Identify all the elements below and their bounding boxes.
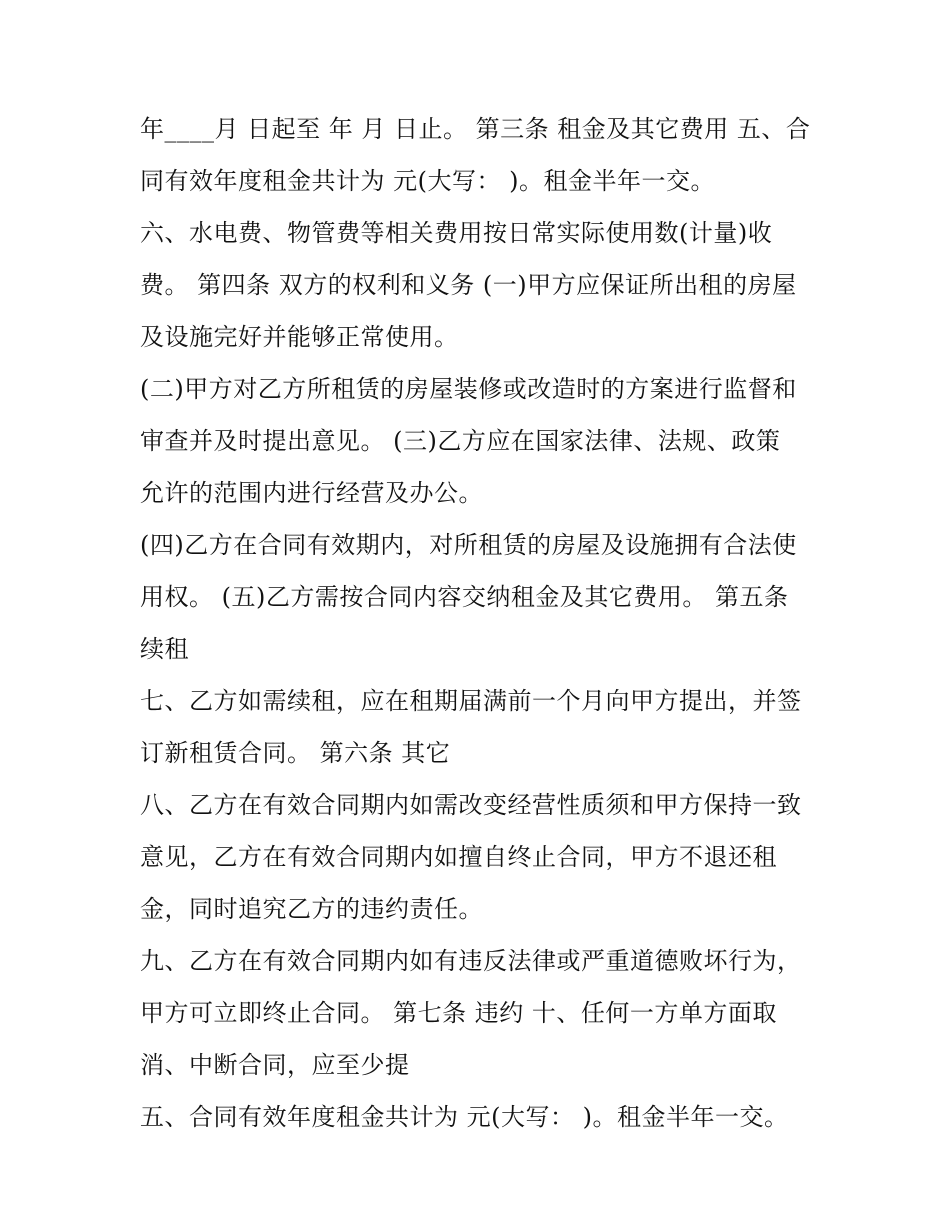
contract-text [140, 103, 820, 1143]
text-line: 意见，乙方在有效合同期内如擅自终止合同，甲方不退还租 [140, 843, 777, 871]
text-line: 甲方可立即终止合同。 第七条 违约 十、任何一方单方面取 [140, 999, 777, 1027]
text-line: 用权。 (五)乙方需按合同内容交纳租金及其它费用。 第五条 [140, 583, 789, 611]
text-line: (二)甲方对乙方所租赁的房屋装修或改造时的方案进行监督和 [140, 375, 797, 403]
text-line: 允许的范围内进行经营及办公。 [140, 479, 483, 507]
text-line: 六、水电费、物管费等相关费用按日常实际使用数(计量)收 [140, 219, 773, 247]
text-line: 八、乙方在有效合同期内如需改变经营性质须和甲方保持一致 [140, 791, 802, 819]
text-line: 消、中断合同，应至少提 [140, 1051, 410, 1079]
text-line: 费。 第四条 双方的权利和义务 (一)甲方应保证所出租的房屋 [140, 271, 797, 299]
text-line: 金，同时追究乙方的违约责任。 [140, 895, 483, 923]
text-line: 七、乙方如需续租，应在租期届满前一个月向甲方提出，并签 [140, 687, 802, 715]
text-line: 订新租赁合同。 第六条 其它 [140, 739, 451, 767]
text-line: 九、乙方在有效合同期内如有违反法律或严重道德败坏行为， [140, 947, 802, 975]
text-line: 续租 [140, 635, 189, 663]
text-line: 年____月 日起至 年 月 日止。 第三条 租金及其它费用 五、合 [140, 115, 811, 143]
text-line: 同有效年度租金共计为 元(大写： )。租金半年一交。 [140, 167, 715, 195]
text-line: (四)乙方在合同有效期内，对所租赁的房屋及设施拥有合法使 [140, 531, 797, 559]
text-line: 审查并及时提出意见。 (三)乙方应在国家法律、法规、政策 [140, 427, 781, 455]
text-line: 及设施完好并能够正常使用。 [140, 323, 459, 351]
text-line: 五、合同有效年度租金共计为 元(大写： )。租金半年一交。 [140, 1103, 789, 1131]
